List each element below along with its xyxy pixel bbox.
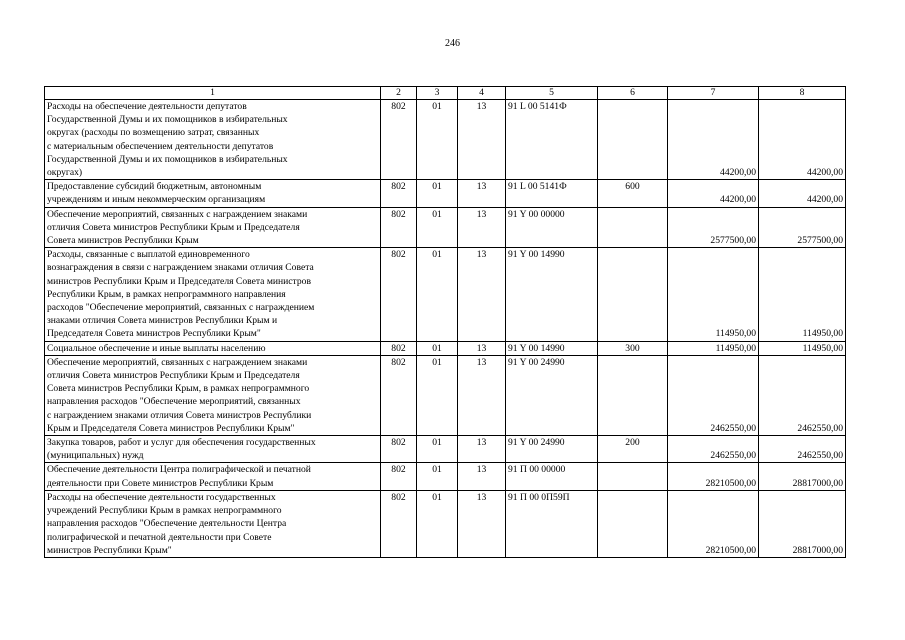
col-header-3: 3 — [417, 87, 458, 100]
row-col-2: 802 — [381, 341, 417, 355]
row-col-5: 91 Y 00 24990 — [506, 436, 598, 463]
row-col-6 — [598, 490, 668, 557]
budget-table — [44, 86, 846, 558]
table-row — [45, 180, 846, 207]
row-col-7: 28210500,00 — [668, 490, 759, 557]
row-description: Предоставление субсидий бюджетным, автономным учреждениям и иным некоммерческим организациям — [45, 180, 381, 207]
row-col-4: 13 — [458, 180, 506, 207]
row-col-6 — [598, 207, 668, 248]
row-col-6: 200 — [598, 436, 668, 463]
row-col-7: 114950,00 — [668, 341, 759, 355]
row-col-2: 802 — [381, 436, 417, 463]
table-row — [45, 490, 846, 557]
row-description: Социальное обеспечение и иные выплаты населению — [45, 341, 381, 355]
page-number: 246 — [445, 38, 460, 49]
table-row — [45, 436, 846, 463]
col-header-2: 2 — [381, 87, 417, 100]
col-header-5: 5 — [506, 87, 598, 100]
row-col-8: 28817000,00 — [759, 463, 846, 490]
table-row — [45, 355, 846, 435]
row-col-8: 114950,00 — [759, 341, 846, 355]
row-description: Обеспечение мероприятий, связанных с награждением знаками отличия Совета министров Республики Крым и Председателя Совета министров Республики Крым, в рамках непрограммного направления расходов "Обеспечение мероприятий, связанных с награждением знаками отличия Совета министров Республики Крым и Председателя Совета министров Республики Крым" — [45, 355, 381, 435]
row-col-6: 300 — [598, 341, 668, 355]
row-col-7: 114950,00 — [668, 248, 759, 341]
row-col-4: 13 — [458, 490, 506, 557]
row-col-8: 44200,00 — [759, 180, 846, 207]
row-col-2: 802 — [381, 180, 417, 207]
row-col-3: 01 — [417, 180, 458, 207]
table-row — [45, 100, 846, 180]
row-col-5: 91 L 00 5141Ф — [506, 100, 598, 180]
row-col-8: 28817000,00 — [759, 490, 846, 557]
table-row — [45, 207, 846, 248]
row-col-4: 13 — [458, 248, 506, 341]
row-col-4: 13 — [458, 100, 506, 180]
row-col-6 — [598, 463, 668, 490]
col-header-4: 4 — [458, 87, 506, 100]
row-col-3: 01 — [417, 207, 458, 248]
row-col-5: 91 Y 00 00000 — [506, 207, 598, 248]
row-col-5: 91 Y 00 24990 — [506, 355, 598, 435]
header-row — [45, 87, 846, 100]
row-col-5: 91 Y 00 14990 — [506, 341, 598, 355]
row-col-7: 44200,00 — [668, 100, 759, 180]
row-col-6 — [598, 248, 668, 341]
row-col-3: 01 — [417, 463, 458, 490]
row-col-4: 13 — [458, 463, 506, 490]
row-col-8: 44200,00 — [759, 100, 846, 180]
row-col-6 — [598, 100, 668, 180]
row-col-3: 01 — [417, 248, 458, 341]
row-description: Закупка товаров, работ и услуг для обеспечения государственных (муниципальных) нужд — [45, 436, 381, 463]
row-col-4: 13 — [458, 355, 506, 435]
row-col-2: 802 — [381, 490, 417, 557]
row-col-7: 2462550,00 — [668, 436, 759, 463]
row-col-3: 01 — [417, 100, 458, 180]
row-col-7: 2462550,00 — [668, 355, 759, 435]
row-col-3: 01 — [417, 355, 458, 435]
row-col-7: 44200,00 — [668, 180, 759, 207]
table-row — [45, 463, 846, 490]
row-col-2: 802 — [381, 100, 417, 180]
row-description: Расходы на обеспечение деятельности государственных учреждений Республики Крым в рамках непрограммного направления расходов "Обеспечение деятельности Центра полиграфической и печатной деятельности при Совете министров Республики Крым" — [45, 490, 381, 557]
row-col-5: 91 Y 00 14990 — [506, 248, 598, 341]
row-col-2: 802 — [381, 207, 417, 248]
row-col-3: 01 — [417, 490, 458, 557]
row-col-2: 802 — [381, 248, 417, 341]
row-col-7: 2577500,00 — [668, 207, 759, 248]
row-col-4: 13 — [458, 436, 506, 463]
row-description: Расходы, связанные с выплатой единовременного вознаграждения в связи с награждением знаками отличия Совета министров Республики Крым и Председателя Совета министров Республики Крым, в рамках непрограммного направления расходов "Обеспечение мероприятий, связанных с награждением знаками отличия Совета министров Республики Крым и Председателя Совета министров Республики Крым" — [45, 248, 381, 341]
row-description: Обеспечение мероприятий, связанных с награждением знаками отличия Совета министров Республики Крым и Председателя Совета министров Республики Крым — [45, 207, 381, 248]
row-description: Расходы на обеспечение деятельности депутатов Государственной Думы и их помощников в избирательных округах (расходы по возмещению затрат, связанных с материальным обеспечением деятельности депутатов Государственной Думы и их помощников в избирательных округах) — [45, 100, 381, 180]
row-col-4: 13 — [458, 341, 506, 355]
table-row — [45, 341, 846, 355]
row-col-6 — [598, 355, 668, 435]
row-col-3: 01 — [417, 341, 458, 355]
col-header-1: 1 — [45, 87, 381, 100]
row-description: Обеспечение деятельности Центра полиграфической и печатной деятельности при Совете министров Республики Крым — [45, 463, 381, 490]
row-col-6: 600 — [598, 180, 668, 207]
row-col-8: 114950,00 — [759, 248, 846, 341]
row-col-5: 91 П 00 0П59П — [506, 490, 598, 557]
row-col-2: 802 — [381, 463, 417, 490]
row-col-4: 13 — [458, 207, 506, 248]
row-col-2: 802 — [381, 355, 417, 435]
row-col-8: 2577500,00 — [759, 207, 846, 248]
col-header-7: 7 — [668, 87, 759, 100]
row-col-8: 2462550,00 — [759, 355, 846, 435]
row-col-8: 2462550,00 — [759, 436, 846, 463]
row-col-7: 28210500,00 — [668, 463, 759, 490]
row-col-3: 01 — [417, 436, 458, 463]
row-col-5: 91 L 00 5141Ф — [506, 180, 598, 207]
row-col-5: 91 П 00 00000 — [506, 463, 598, 490]
col-header-6: 6 — [598, 87, 668, 100]
table-row — [45, 248, 846, 341]
col-header-8: 8 — [759, 87, 846, 100]
